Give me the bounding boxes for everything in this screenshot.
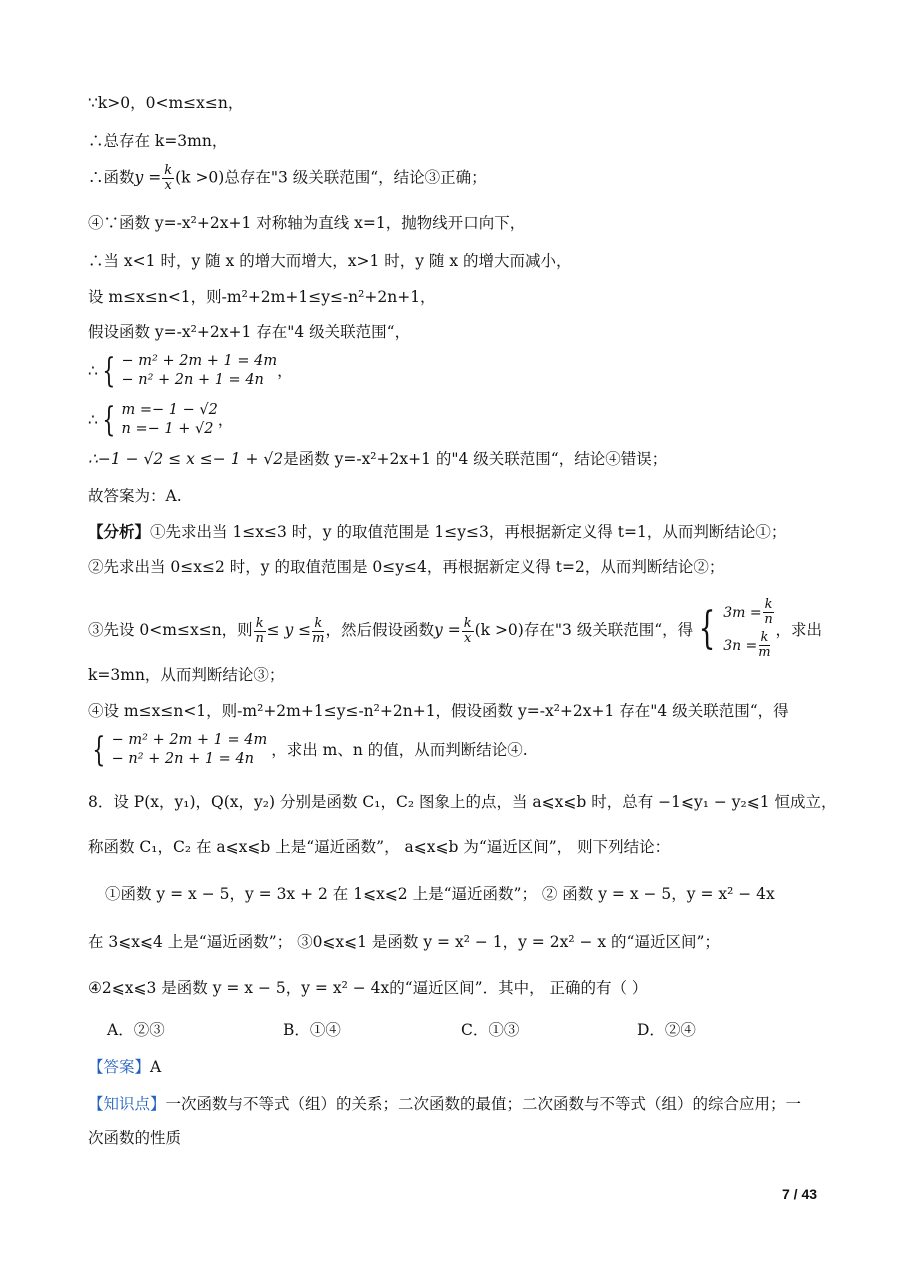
text-span: ，求出 [775, 621, 822, 639]
math-span: ≤ y ≤ [266, 621, 312, 639]
text-span: ， [277, 362, 293, 380]
text-span: 是函数 y=-x²+2x+1 的"4 级关联范围“，结论④错误； [283, 450, 668, 468]
equation-row: − m² + 2m + 1 = 4m [111, 732, 268, 748]
answer-value: A [150, 1058, 162, 1076]
text-span: ∴函数 [88, 168, 135, 187]
text-line: 设 m≤x≤n<1，则-m²+2m+1≤y≤-n²+2n+1， [88, 288, 436, 306]
text-line: ④设 m≤x≤n<1，则-m²+2m+1≤y≤-n²+2n+1，假设函数 y=-x²+2x+1 存在"4 级关联范围“，得 [88, 702, 789, 720]
question-8-line: ①函数 y = x − 5，y = 3x + 2 在 1⩽x⩽2 上是“逼近函数”； ② 函数 y = x − 5，y = x² − 4x [105, 885, 775, 903]
equation-system: ∴ { m =− 1 − √2 n =− 1 + √2 ， [88, 400, 234, 440]
answer-tag: 【答案】 [88, 1058, 151, 1076]
text-span: ，然后假设函数 [325, 621, 435, 639]
page-number: 7 / 43 [782, 1186, 818, 1202]
math-span: ∴−1 − √2 ≤ x ≤− 1 + √2 [88, 450, 284, 468]
question-8-line: 称函数 C₁，C₂ 在 a⩽x⩽b 上是“逼近函数”， a⩽x⩽b 为“逼近区间”， 则下列结论： [88, 838, 671, 856]
text-line: ∴当 x<1 时，y 随 x 的增大而增大，x>1 时，y 随 x 的增大而减小， [88, 252, 572, 270]
text-line: ②先求出当 0≤x≤2 时，y 的取值范围是 0≤y≤4，再根据新定义得 t=2，从而判断结论②； [88, 558, 725, 576]
math-span: y = [134, 168, 162, 187]
equation-row: − n² + 2n + 1 = 4n [121, 372, 264, 388]
option-c: C．①③ [461, 1021, 520, 1039]
equation-row: − m² + 2m + 1 = 4m [121, 353, 278, 369]
text-span: (k >0)存在"3 级关联范围“，得 [474, 621, 694, 639]
text-span: 一次函数与不等式（组）的关系；二次函数的最值；二次函数与不等式（组）的综合应用；一 [165, 1095, 802, 1113]
equation-row: − n² + 2n + 1 = 4n [111, 751, 255, 767]
equation-row: m =− 1 − √2 [121, 402, 218, 418]
text-line [88, 521, 786, 543]
option-b: B．①④ [283, 1021, 341, 1039]
analysis-tag: 【分析】 [88, 522, 151, 541]
question-8-line: 在 3⩽x⩽4 上是“逼近函数”； ③0⩽x⩽1 是函数 y = x² − 1，y = 2x² − x 的“逼近区间”； [88, 933, 720, 951]
knowledge-line: 次函数的性质 [88, 1129, 182, 1147]
knowledge-tag: 【知识点】 [88, 1095, 166, 1113]
text-line: ④∵函数 y=-x²+2x+1 对称轴为直线 x=1，抛物线开口向下， [88, 214, 526, 232]
fraction: $\frac{k}{x}$ [164, 163, 173, 193]
equation-system: { − m² + 2m + 1 = 4m − n² + 2n + 1 = 4n ，求出 m、n 的值，从而判断结论④. [92, 730, 528, 770]
text-line [88, 448, 667, 470]
equation-row: n =− 1 + √2 [121, 421, 214, 437]
therefore-symbol: ∴ [88, 362, 98, 380]
question-8-line: ④2⩽x⩽3 是函数 y = x − 5，y = x² − 4x的“逼近区间”．其中， 正确的有（ ） [88, 979, 648, 997]
option-d: D．②④ [637, 1021, 696, 1039]
text-line: ∴总存在 k=3mn， [88, 132, 228, 150]
text-span: ③先设 0<m≤x≤n，则 [88, 621, 253, 639]
question-8-line: 8．设 P(x，y₁)，Q(x，y₂) 分别是函数 C₁，C₂ 图象上的点，当 a⩽x⩽b 时，总有 −1⩽y₁ − y₂⩽1 恒成立， [88, 793, 837, 811]
text-span: (k >0)总存在"3 级关联范围“，结论③正确； [175, 168, 487, 187]
knowledge-line [88, 1093, 801, 1115]
text-span: ①先求出当 1≤x≤3 时，y 的取值范围是 1≤y≤3，再根据新定义得 t=1，从而判断结论①； [150, 523, 787, 541]
text-span: ， [217, 411, 234, 429]
therefore-symbol: ∴ [88, 411, 98, 429]
text-line: ③先设 0<m≤x≤n，则 $\frac{k}{n}$ ≤ y ≤ $\frac{k}{m}$ ，然后假设函数y = $\frac{k}{x}$ (k >0)存在"3 级关联范围“，得 { 3m = $\frac{k}{n}$ 3n = $\frac{k}{m}$ ，求出 [88, 597, 822, 660]
answer-line [88, 1056, 161, 1078]
text-line [88, 164, 487, 193]
text-line: k=3mn，从而判断结论③； [88, 666, 285, 684]
equation-system: ∴ { − m² + 2m + 1 = 4m − n² + 2n + 1 = 4n ， [88, 351, 293, 391]
text-line: 假设函数 y=-x²+2x+1 存在"4 级关联范围“， [88, 323, 411, 341]
text-line: 故答案为：A. [88, 487, 182, 505]
text-line: ∵k>0，0<m≤x≤n， [88, 94, 244, 112]
option-a: A．②③ [107, 1021, 165, 1039]
text-span: ，求出 m、n 的值，从而判断结论④. [271, 741, 528, 759]
